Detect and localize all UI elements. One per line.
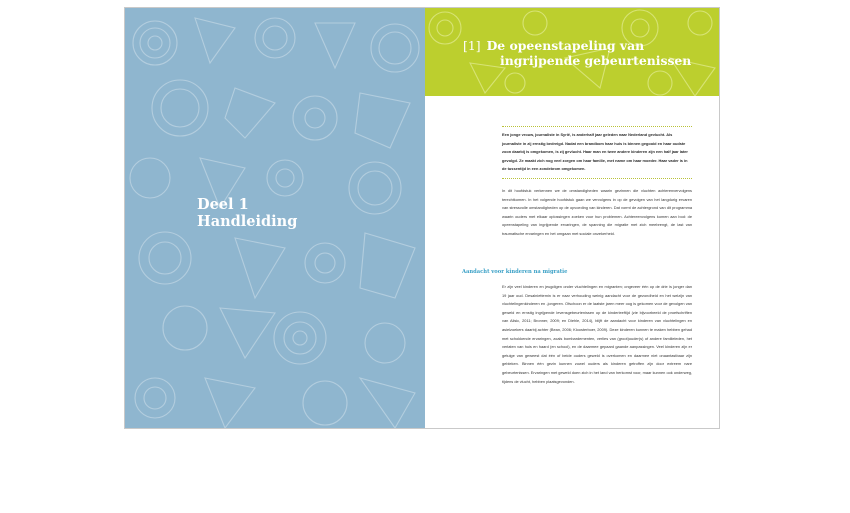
chapter-title-line1: De opeenstapeling van: [486, 38, 645, 53]
part-title: [197, 196, 297, 230]
body-paragraph-2: Er zijn veel kinderen en jeugdigen onder vluchtelingen en migranten; ongeveer één op de drie is jonger dan 19 jaar oud. Desalniettemin is er naar verhouding weinig aandacht voor de gezondheid en het welzijn van vluchtelingenkinderen en -jongeren. Ofschoon er de laatste jaren meer oog is gekomen voor de gevolgen van geweld en ernstig ingrijpende levensgebeurtenissen op de kinderleeftijd (zie bijvoorbeeld de proefschriften van Alisic, 2011; Bronner, 2009; en Diehle, 2014), blijft de aandacht voor kinderen van vluchtelingen en asielzoekers daarbij achter (Bean, 2006; Kloosterboer, 2009). Deze kinderen kunnen te maken hebben gehad met schokkende ervaringen, zoals bombardementen, verlies van (groot)ouder(s) of andere familieleden, het verlaten van huis en haard (en school), en de daarmee gepaard gaande aanpassingen. Veel kinderen zijn er getuige van geweest dat één of beide ouders geweld is overkomen en daarmee niet onaantastbaar zijn gebleken. Binnen één gezin kunnen zowel ouders als kinderen getroffen zijn door extreem nare gebeurtenissen. Ervaringen met geweld doen zich in het land van herkomst voor, maar kunnen ook onderweg, tijdens de vlucht, hebben plaatsgevonden.: [502, 284, 692, 384]
section-heading: Aandacht voor kinderen na migratie: [462, 269, 568, 275]
part-title-line1: Deel 1: [197, 196, 249, 213]
chapter-number: [1]: [463, 38, 481, 53]
chapter-title: [463, 38, 691, 68]
book-spread: [124, 7, 720, 429]
body-paragraph-1: In dit hoofdstuk verkennen we de omstandigheden waarin gezinnen die vluchten achterenvervolgens terechtkomen. In het volgende hoofdstuk gaan we vervolgens in op de gevolgen van het langdurig ervaren van stressvolle omstandigheden op de opvoeding van kinderen. Dat vormt de achtergrond van dit programma waarin ouders met elkaar oplossingen zoeken voor hun problemen. Achtereenvolgens komen aan bod: de opeenstapeling van ingrijpende ervaringen, de spanning die migratie met zich meebrengt, de last van traumatische ervaringen en het omgaan met sociale onzekerheid.: [502, 188, 692, 236]
chapter-header-band: [425, 8, 720, 96]
intro-paragraph: Een jonge vrouw, journaliste in Syrië, is anderhalf jaar geleden naar Nederland gevlucht. Als journaliste in zij ernstig bedreigd. Nadat een brandbom haar huis is binnen gegooid en haar oudste zoon daarbij is omgekomen, is zij gevlucht. Haar man en twee andere kinderen zijn een half jaar later gevolgd. Ze maakt zich nog veel zorgen om haar familie, met name om haar moeder. Haar vader is in de tussentijd in een zondebrom omgekomen.: [502, 126, 692, 179]
right-page: [425, 8, 720, 428]
chapter-title-line2: ingrijpende gebeurtenissen: [500, 53, 692, 68]
left-page: [125, 8, 425, 428]
part-title-line2: Handleiding: [197, 213, 298, 230]
